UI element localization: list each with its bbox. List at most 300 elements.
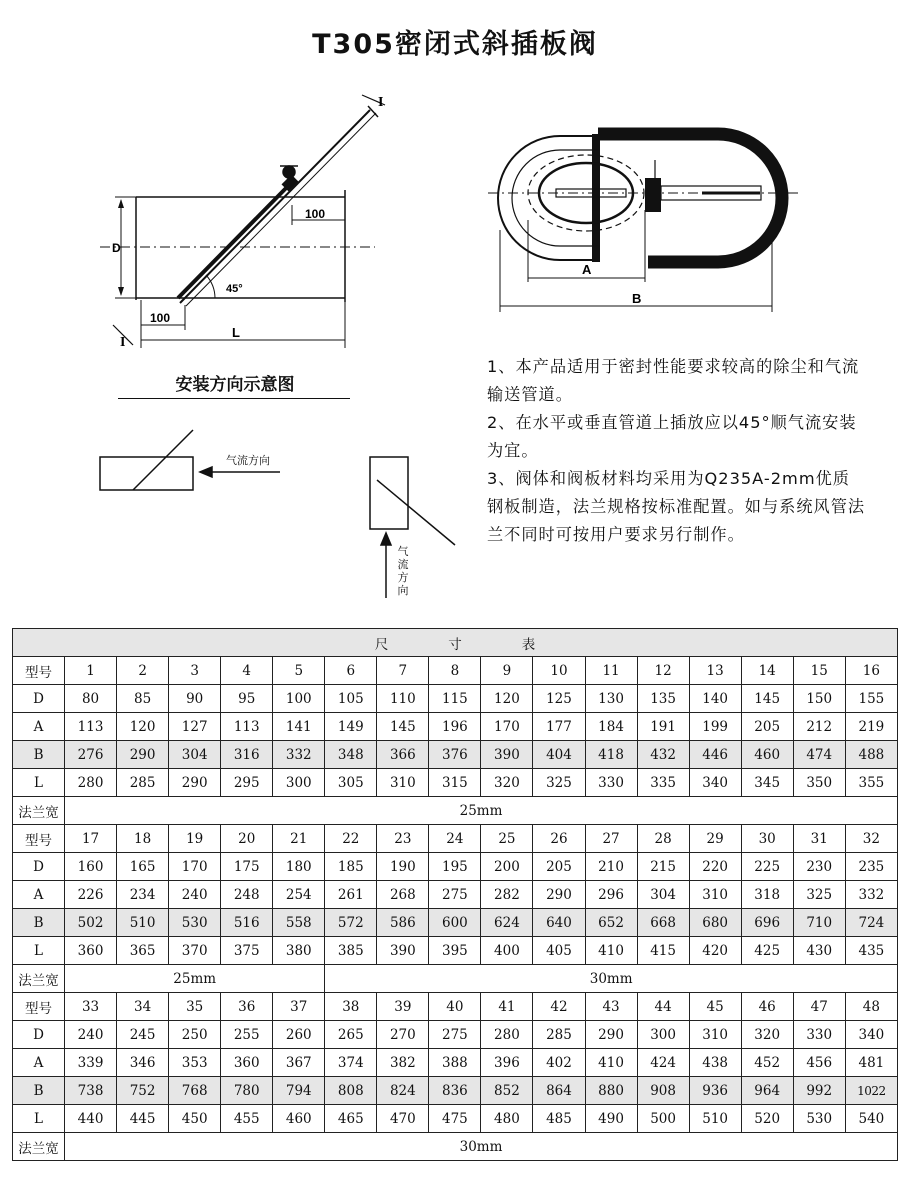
table-cell: 418 [585, 741, 637, 769]
table-cell: 225 [741, 853, 793, 881]
table-cell: 345 [741, 769, 793, 797]
table-cell: 500 [637, 1105, 689, 1133]
table-cell: 250 [169, 1021, 221, 1049]
row-label: D [13, 685, 65, 713]
table-cell: 376 [429, 741, 481, 769]
table-cell: 25 [481, 825, 533, 853]
table-cell: 23 [377, 825, 429, 853]
label-100-top: 100 [305, 207, 326, 221]
row-label: L [13, 769, 65, 797]
table-row-B [13, 741, 898, 769]
table-cell: 304 [169, 741, 221, 769]
table-cell: 438 [689, 1049, 741, 1077]
table-cell: 199 [689, 713, 741, 741]
table-cell: 80 [65, 685, 117, 713]
table-cell: 340 [689, 769, 741, 797]
table-row-flange [13, 1133, 898, 1161]
table-title: 尺寸表 [13, 629, 898, 657]
row-label: A [13, 713, 65, 741]
table-cell: 395 [429, 937, 481, 965]
table-cell: 315 [429, 769, 481, 797]
table-cell: 215 [637, 853, 689, 881]
table-row-A [13, 1049, 898, 1077]
table-cell: 248 [221, 881, 273, 909]
table-cell: 520 [741, 1105, 793, 1133]
table-cell: 43 [585, 993, 637, 1021]
note-3: 3、阀体和阀板材料均采用为Q235A-2mm优质钢板制造，法兰规格按标准配置。如与系统风管法兰不同时可按用户要求另行制作。 [487, 469, 866, 544]
table-cell: 474 [793, 741, 845, 769]
table-cell: 600 [429, 909, 481, 937]
table-cell: 318 [741, 881, 793, 909]
table-cell: 270 [377, 1021, 429, 1049]
table-cell: 310 [689, 881, 741, 909]
label-B: B [632, 291, 642, 306]
label-A: A [582, 262, 592, 277]
table-cell: 290 [117, 741, 169, 769]
row-label: A [13, 1049, 65, 1077]
table-cell: 135 [637, 685, 689, 713]
table-cell: 4 [221, 657, 273, 685]
table-cell: 780 [221, 1077, 273, 1105]
table-cell: 9 [481, 657, 533, 685]
table-cell: 20 [221, 825, 273, 853]
table-cell: 295 [221, 769, 273, 797]
table-cell: 360 [221, 1049, 273, 1077]
caption-underline [118, 398, 350, 399]
table-cell: 170 [169, 853, 221, 881]
dimension-table [12, 628, 898, 1161]
flange-width-cell: 30mm [65, 1133, 898, 1161]
table-cell: 14 [741, 657, 793, 685]
table-cell: 184 [585, 713, 637, 741]
table-cell: 180 [273, 853, 325, 881]
product-notes [487, 353, 867, 549]
row-label: 法兰宽 [13, 797, 65, 825]
table-cell: 105 [325, 685, 377, 713]
table-cell: 1022 [845, 1077, 897, 1105]
table-cell: 115 [429, 685, 481, 713]
table-cell: 320 [481, 769, 533, 797]
row-label: 法兰宽 [13, 1133, 65, 1161]
table-cell: 400 [481, 937, 533, 965]
table-cell: 304 [637, 881, 689, 909]
table-cell: 586 [377, 909, 429, 937]
label-100-bottom: 100 [150, 311, 171, 325]
table-cell: 339 [65, 1049, 117, 1077]
table-cell: 285 [533, 1021, 585, 1049]
note-1: 1、本产品适用于密封性能要求较高的除尘和气流输送管道。 [487, 357, 860, 404]
table-row-A [13, 881, 898, 909]
table-cell: 440 [65, 1105, 117, 1133]
table-cell: 808 [325, 1077, 377, 1105]
table-cell: 936 [689, 1077, 741, 1105]
table-cell: 6 [325, 657, 377, 685]
flange-width-cell: 25mm [65, 965, 325, 993]
table-cell: 110 [377, 685, 429, 713]
table-cell: 964 [741, 1077, 793, 1105]
table-cell: 226 [65, 881, 117, 909]
table-row-model [13, 993, 898, 1021]
flange-width-cell: 25mm [65, 797, 898, 825]
table-row-D [13, 1021, 898, 1049]
table-row-L [13, 1105, 898, 1133]
table-cell: 558 [273, 909, 325, 937]
table-cell: 992 [793, 1077, 845, 1105]
table-cell: 32 [845, 825, 897, 853]
table-cell: 335 [637, 769, 689, 797]
table-cell: 696 [741, 909, 793, 937]
table-cell: 285 [117, 769, 169, 797]
table-cell: 502 [65, 909, 117, 937]
table-cell: 310 [377, 769, 429, 797]
table-cell: 21 [273, 825, 325, 853]
table-cell: 380 [273, 937, 325, 965]
table-cell: 510 [689, 1105, 741, 1133]
label-D: D [112, 241, 121, 255]
table-cell: 382 [377, 1049, 429, 1077]
table-cell: 31 [793, 825, 845, 853]
table-cell: 125 [533, 685, 585, 713]
table-cell: 424 [637, 1049, 689, 1077]
table-cell: 36 [221, 993, 273, 1021]
table-cell: 390 [377, 937, 429, 965]
table-cell: 405 [533, 937, 585, 965]
table-cell: 22 [325, 825, 377, 853]
note-2: 2、在水平或垂直管道上插放应以45°顺气流安装为宜。 [487, 413, 857, 460]
table-row-D [13, 685, 898, 713]
table-cell: 450 [169, 1105, 221, 1133]
table-cell: 205 [741, 713, 793, 741]
table-cell: 396 [481, 1049, 533, 1077]
table-cell: 425 [741, 937, 793, 965]
table-cell: 46 [741, 993, 793, 1021]
table-cell: 19 [169, 825, 221, 853]
table-cell: 177 [533, 713, 585, 741]
table-cell: 410 [585, 1049, 637, 1077]
table-cell: 880 [585, 1077, 637, 1105]
table-cell: 385 [325, 937, 377, 965]
table-row-D [13, 853, 898, 881]
table-cell: 145 [741, 685, 793, 713]
table-cell: 29 [689, 825, 741, 853]
table-cell: 516 [221, 909, 273, 937]
table-cell: 375 [221, 937, 273, 965]
table-cell: 210 [585, 853, 637, 881]
table-cell: 420 [689, 937, 741, 965]
table-cell: 240 [65, 1021, 117, 1049]
table-cell: 510 [117, 909, 169, 937]
table-cell: 275 [429, 1021, 481, 1049]
label-L: L [232, 325, 240, 340]
table-cell: 175 [221, 853, 273, 881]
table-cell: 230 [793, 853, 845, 881]
table-cell: 255 [221, 1021, 273, 1049]
table-cell: 350 [793, 769, 845, 797]
table-cell: 170 [481, 713, 533, 741]
table-header-row [13, 629, 898, 657]
table-cell: 366 [377, 741, 429, 769]
table-cell: 446 [689, 741, 741, 769]
table-cell: 27 [585, 825, 637, 853]
row-label: D [13, 853, 65, 881]
table-cell: 296 [585, 881, 637, 909]
table-cell: 40 [429, 993, 481, 1021]
flange-width-cell: 30mm [325, 965, 898, 993]
table-cell: 48 [845, 993, 897, 1021]
table-cell: 18 [117, 825, 169, 853]
table-cell: 432 [637, 741, 689, 769]
row-label: 型号 [13, 825, 65, 853]
table-cell: 254 [273, 881, 325, 909]
table-cell: 480 [481, 1105, 533, 1133]
table-cell: 268 [377, 881, 429, 909]
table-cell: 460 [273, 1105, 325, 1133]
row-label: 法兰宽 [13, 965, 65, 993]
install-direction-caption: 安装方向示意图 [175, 375, 295, 395]
table-cell: 390 [481, 741, 533, 769]
table-cell: 624 [481, 909, 533, 937]
table-cell: 39 [377, 993, 429, 1021]
row-label: 型号 [13, 993, 65, 1021]
table-cell: 38 [325, 993, 377, 1021]
table-cell: 404 [533, 741, 585, 769]
table-cell: 195 [429, 853, 481, 881]
table-cell: 149 [325, 713, 377, 741]
table-cell: 100 [273, 685, 325, 713]
table-cell: 120 [481, 685, 533, 713]
table-cell: 113 [65, 713, 117, 741]
table-cell: 325 [793, 881, 845, 909]
table-cell: 485 [533, 1105, 585, 1133]
table-cell: 3 [169, 657, 221, 685]
table-row-flange [13, 965, 898, 993]
table-cell: 680 [689, 909, 741, 937]
table-cell: 490 [585, 1105, 637, 1133]
table-cell: 212 [793, 713, 845, 741]
table-cell: 35 [169, 993, 221, 1021]
table-cell: 165 [117, 853, 169, 881]
table-cell: 145 [377, 713, 429, 741]
table-cell: 752 [117, 1077, 169, 1105]
table-cell: 330 [585, 769, 637, 797]
table-cell: 652 [585, 909, 637, 937]
row-label: B [13, 909, 65, 937]
table-cell: 290 [169, 769, 221, 797]
table-cell: 370 [169, 937, 221, 965]
table-cell: 42 [533, 993, 585, 1021]
table-cell: 360 [65, 937, 117, 965]
table-cell: 47 [793, 993, 845, 1021]
table-cell: 738 [65, 1077, 117, 1105]
table-cell: 185 [325, 853, 377, 881]
table-cell: 481 [845, 1049, 897, 1077]
table-cell: 290 [585, 1021, 637, 1049]
table-cell: 45 [689, 993, 741, 1021]
table-cell: 280 [481, 1021, 533, 1049]
table-cell: 348 [325, 741, 377, 769]
table-cell: 340 [845, 1021, 897, 1049]
table-cell: 95 [221, 685, 273, 713]
table-cell: 355 [845, 769, 897, 797]
table-cell: 276 [65, 741, 117, 769]
table-cell: 33 [65, 993, 117, 1021]
front-view-drawing [488, 134, 800, 312]
table-cell: 460 [741, 741, 793, 769]
table-cell: 235 [845, 853, 897, 881]
table-cell: 452 [741, 1049, 793, 1077]
table-cell: 332 [845, 881, 897, 909]
table-cell: 475 [429, 1105, 481, 1133]
table-cell: 836 [429, 1077, 481, 1105]
table-cell: 261 [325, 881, 377, 909]
side-view-drawing [100, 95, 385, 348]
table-cell: 44 [637, 993, 689, 1021]
table-cell: 90 [169, 685, 221, 713]
table-cell: 415 [637, 937, 689, 965]
table-cell: 220 [689, 853, 741, 881]
row-label: 型号 [13, 657, 65, 685]
table-cell: 190 [377, 853, 429, 881]
table-cell: 219 [845, 713, 897, 741]
table-cell: 130 [585, 685, 637, 713]
table-cell: 465 [325, 1105, 377, 1133]
table-cell: 30 [741, 825, 793, 853]
label-45: 45° [226, 283, 243, 295]
table-cell: 668 [637, 909, 689, 937]
table-cell: 710 [793, 909, 845, 937]
table-row-model [13, 657, 898, 685]
table-cell: 445 [117, 1105, 169, 1133]
table-cell: 330 [793, 1021, 845, 1049]
table-cell: 305 [325, 769, 377, 797]
table-cell: 456 [793, 1049, 845, 1077]
table-cell: 435 [845, 937, 897, 965]
table-cell: 11 [585, 657, 637, 685]
table-row-A [13, 713, 898, 741]
table-cell: 455 [221, 1105, 273, 1133]
table-cell: 724 [845, 909, 897, 937]
table-cell: 530 [169, 909, 221, 937]
table-cell: 7 [377, 657, 429, 685]
table-cell: 300 [637, 1021, 689, 1049]
table-cell: 205 [533, 853, 585, 881]
table-cell: 17 [65, 825, 117, 853]
table-row-L [13, 937, 898, 965]
table-cell: 794 [273, 1077, 325, 1105]
table-cell: 155 [845, 685, 897, 713]
table-cell: 37 [273, 993, 325, 1021]
table-cell: 572 [325, 909, 377, 937]
table-cell: 141 [273, 713, 325, 741]
table-cell: 26 [533, 825, 585, 853]
table-cell: 640 [533, 909, 585, 937]
table-cell: 24 [429, 825, 481, 853]
row-label: D [13, 1021, 65, 1049]
table-cell: 245 [117, 1021, 169, 1049]
table-cell: 367 [273, 1049, 325, 1077]
table-cell: 325 [533, 769, 585, 797]
table-cell: 864 [533, 1077, 585, 1105]
table-cell: 374 [325, 1049, 377, 1077]
table-cell: 300 [273, 769, 325, 797]
table-cell: 908 [637, 1077, 689, 1105]
table-cell: 280 [65, 769, 117, 797]
table-row-B [13, 909, 898, 937]
table-cell: 282 [481, 881, 533, 909]
table-cell: 852 [481, 1077, 533, 1105]
table-cell: 332 [273, 741, 325, 769]
row-label: L [13, 937, 65, 965]
table-cell: 240 [169, 881, 221, 909]
table-cell: 430 [793, 937, 845, 965]
table-cell: 402 [533, 1049, 585, 1077]
table-cell: 470 [377, 1105, 429, 1133]
table-cell: 191 [637, 713, 689, 741]
table-cell: 34 [117, 993, 169, 1021]
row-label: B [13, 741, 65, 769]
table-cell: 2 [117, 657, 169, 685]
table-cell: 16 [845, 657, 897, 685]
table-cell: 540 [845, 1105, 897, 1133]
table-row-L [13, 769, 898, 797]
page-title: T305密闭式斜插板阀 [312, 29, 598, 60]
table-cell: 290 [533, 881, 585, 909]
table-cell: 353 [169, 1049, 221, 1077]
table-cell: 113 [221, 713, 273, 741]
table-cell: 196 [429, 713, 481, 741]
table-cell: 12 [637, 657, 689, 685]
table-row-model [13, 825, 898, 853]
table-row-flange [13, 797, 898, 825]
table-cell: 346 [117, 1049, 169, 1077]
table-cell: 127 [169, 713, 221, 741]
row-label: B [13, 1077, 65, 1105]
table-cell: 13 [689, 657, 741, 685]
table-cell: 316 [221, 741, 273, 769]
airflow-label-horizontal: 气流方向 [226, 454, 270, 467]
table-cell: 140 [689, 685, 741, 713]
table-cell: 824 [377, 1077, 429, 1105]
table-cell: 85 [117, 685, 169, 713]
table-cell: 410 [585, 937, 637, 965]
table-cell: 365 [117, 937, 169, 965]
table-cell: 28 [637, 825, 689, 853]
table-cell: 8 [429, 657, 481, 685]
table-row-B [13, 1077, 898, 1105]
row-label: L [13, 1105, 65, 1133]
table-cell: 265 [325, 1021, 377, 1049]
table-cell: 150 [793, 685, 845, 713]
table-cell: 488 [845, 741, 897, 769]
section-mark-top: I [378, 95, 384, 110]
table-cell: 200 [481, 853, 533, 881]
table-cell: 234 [117, 881, 169, 909]
table-cell: 388 [429, 1049, 481, 1077]
table-cell: 15 [793, 657, 845, 685]
table-cell: 120 [117, 713, 169, 741]
table-cell: 320 [741, 1021, 793, 1049]
table-cell: 275 [429, 881, 481, 909]
table-cell: 260 [273, 1021, 325, 1049]
table-cell: 1 [65, 657, 117, 685]
table-cell: 530 [793, 1105, 845, 1133]
table-cell: 310 [689, 1021, 741, 1049]
section-mark-bottom: I [120, 335, 126, 350]
table-cell: 41 [481, 993, 533, 1021]
table-cell: 5 [273, 657, 325, 685]
table-cell: 160 [65, 853, 117, 881]
table-cell: 768 [169, 1077, 221, 1105]
